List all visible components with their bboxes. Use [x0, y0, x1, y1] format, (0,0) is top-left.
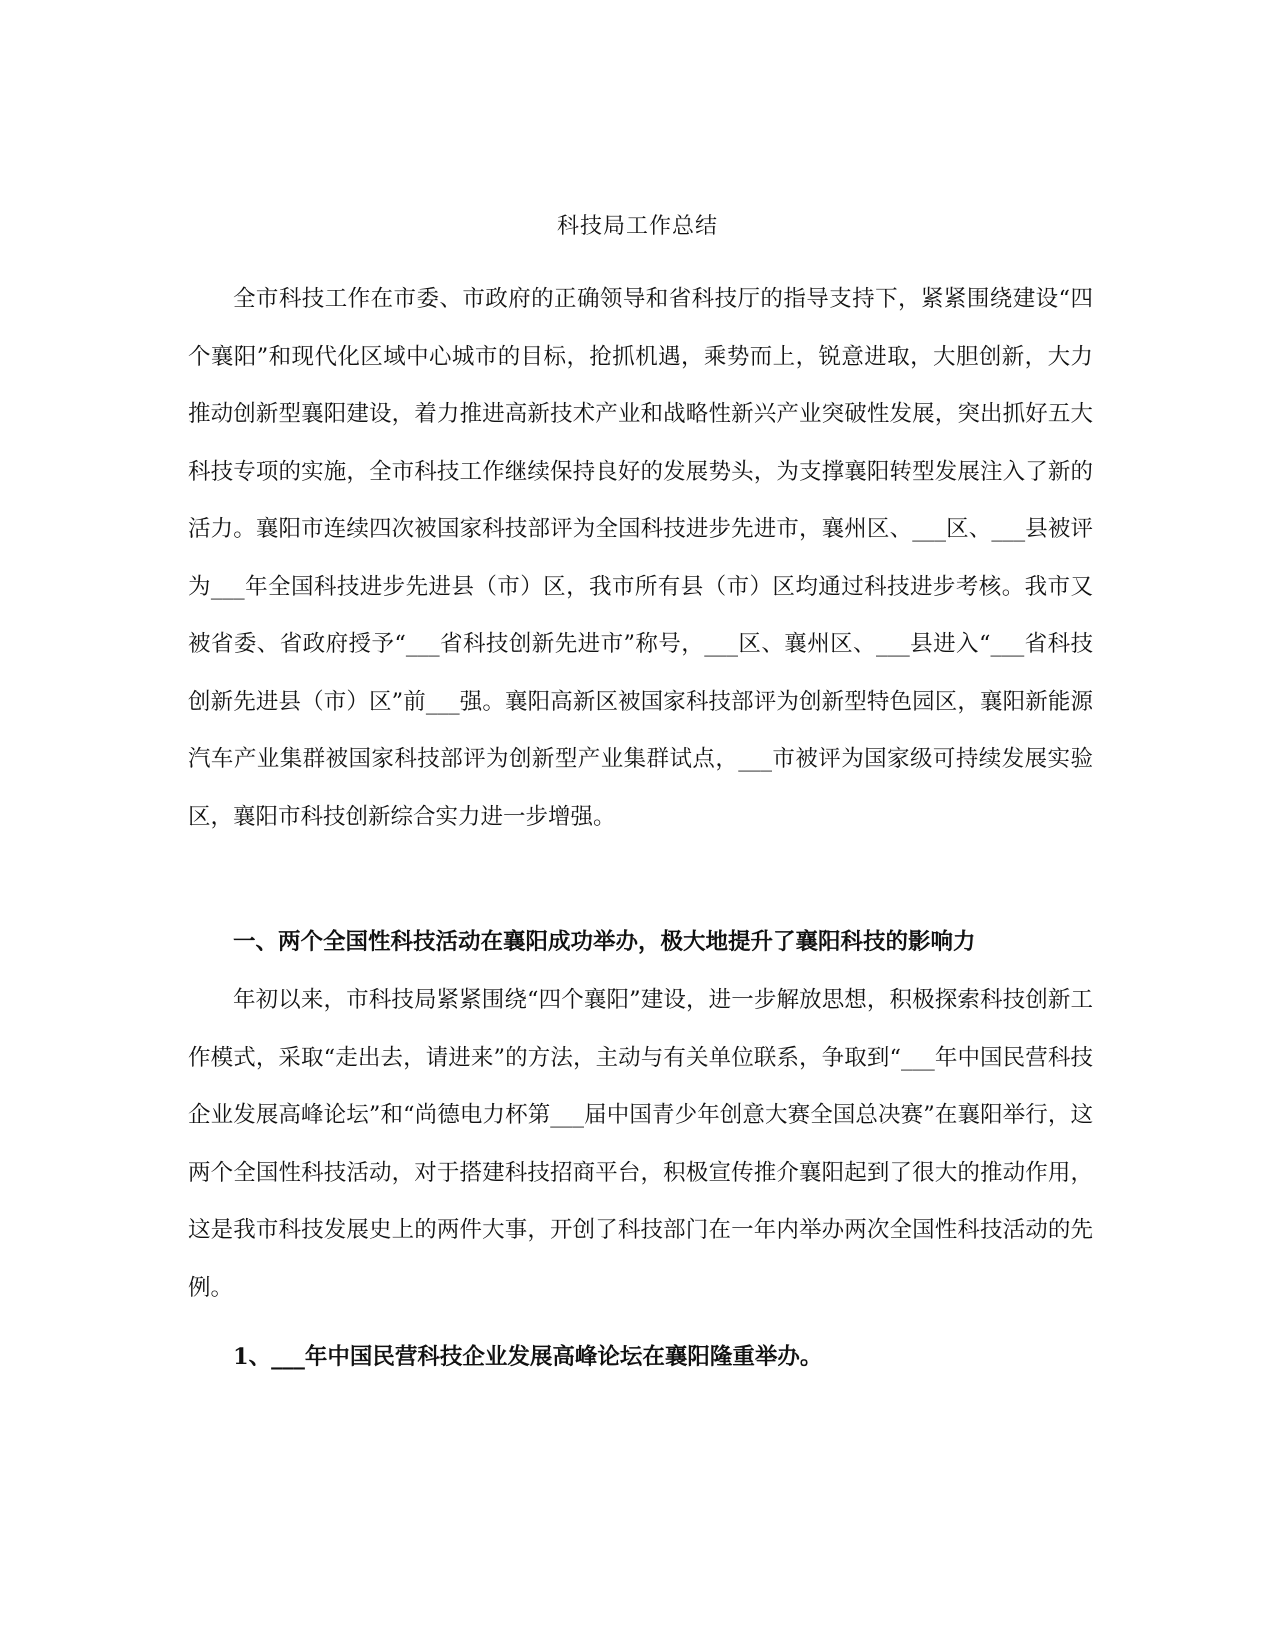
body-paragraph: 年初以来，市科技局紧紧围绕“四个襄阳”建设，进一步解放思想，积极探索科技创新工作模式，采取“走出去，请进来”的方法，主动与有关单位联系，争取到“___年中国民营科技企业发展高峰论坛”和“尚德电力杯第___届中国青少年创意大赛全国总决赛”在襄阳举行，这两个全国性科技活动，对于搭建科技招商平台，积极宣传推介襄阳起到了很大的推动作用，这是我市科技发展史上的两件大事，开创了科技部门在一年内举办两次全国性科技活动的先例。	[188, 987, 1093, 1301]
subsection-heading: 1、___年中国民营科技企业发展高峰论坛在襄阳隆重举办。	[233, 1344, 823, 1370]
document-title: 科技局工作总结	[556, 214, 718, 239]
section-heading: 一、两个全国性科技活动在襄阳成功举办，极大地提升了襄阳科技的影响力	[233, 929, 976, 955]
body-paragraph: 全市科技工作在市委、市政府的正确领导和省科技厅的指导支持下，紧紧围绕建设“四个襄阳”和现代化区域中心城市的目标，抢抓机遇，乘势而上，锐意进取，大胆创新，大力推动创新型襄阳建设，着力推进高新技术产业和战略性新兴产业突破性发展，突出抓好五大科技专项的实施，全市科技工作继续保持良好的发展势头，为支撑襄阳转型发展注入了新的活力。襄阳市连续四次被国家科技部评为全国科技进步先进市，襄州区、___区、___县被评为___年全国科技进步先进县（市）区，我市所有县（市）区均通过科技进步考核。我市又被省委、省政府授予“___省科技创新先进市”称号，___区、襄州区、___县进入“___省科技创新先进县（市）区”前___强。襄阳高新区被国家科技部评为创新型特色园区，襄阳新能源汽车产业集群被国家科技部评为创新型产业集群试点，___市被评为国家级可持续发展实验区，襄阳市科技创新综合实力进一步增强。	[188, 286, 1093, 830]
